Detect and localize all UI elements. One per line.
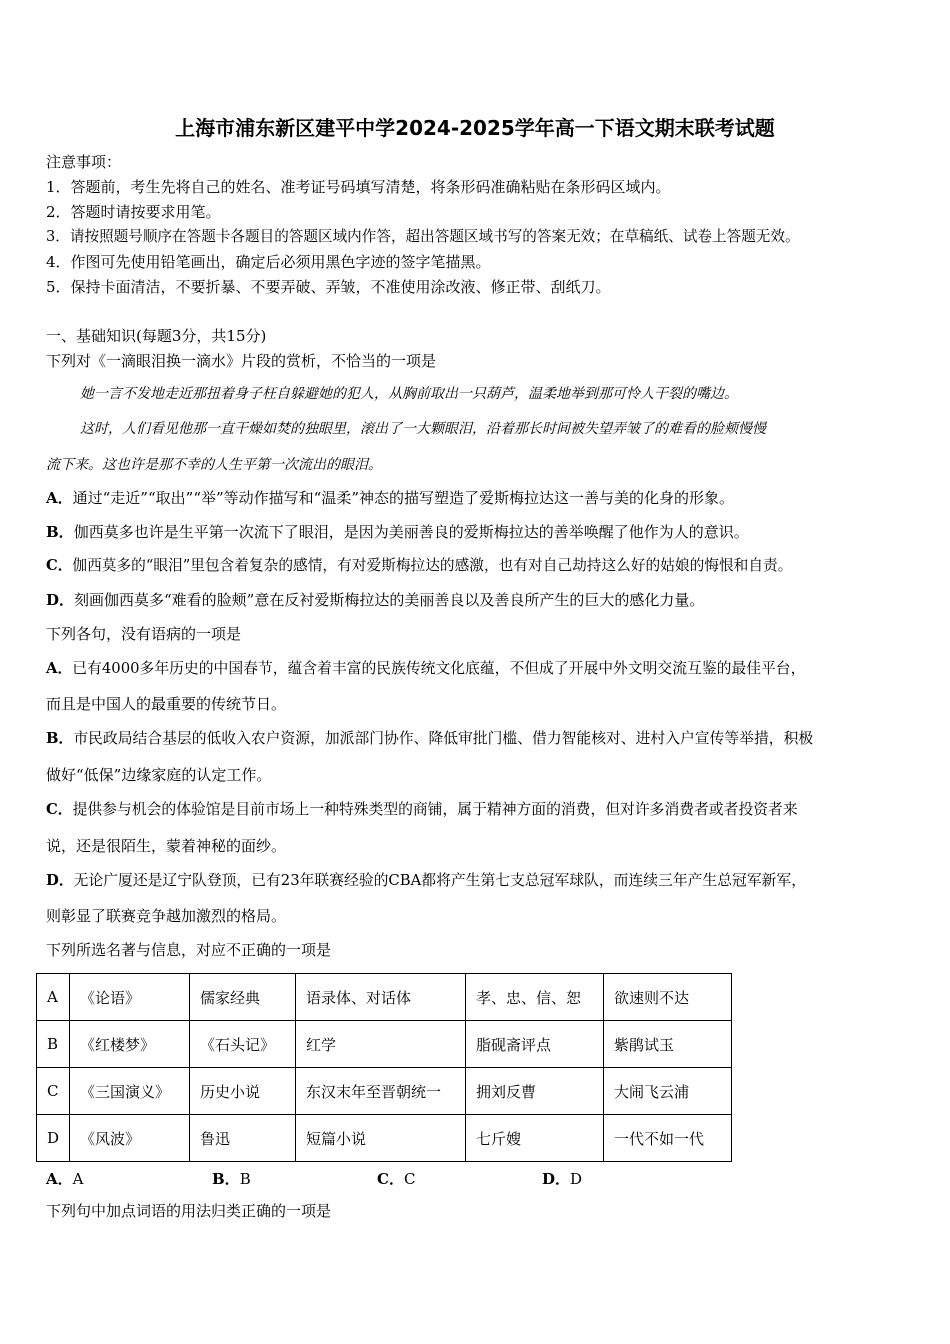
notice-item-1: 1．答题前，考生先将自己的姓名、准考证号码填写清楚，将条形码准确粘贴在条形码区域内。 [46,178,671,196]
table-cell: 一代不如一代 [604,1115,732,1162]
option-text: D [570,1170,583,1188]
passage-line-2: 这时，人们看见他那一直干燥如焚的独眼里，滚出了一大颗眼泪，沿着那长时间被失望弄皱了的难看的脸颊慢慢 [80,421,766,437]
table-cell: 拥刘反曹 [466,1068,604,1115]
table-cell: 历史小说 [190,1068,296,1115]
q2-option-d-cont: 则彰显了联赛竞争越加激烈的格局。 [46,907,287,925]
table-cell: 东汉末年至晋朝统一 [296,1068,466,1115]
q2-option-d [46,871,806,891]
table-row [37,1068,732,1115]
works-table [36,973,732,1162]
q3-answer-b [212,1168,251,1189]
option-key: A． [46,1170,73,1188]
q2-option-a-cont: 而且是中国人的最重要的传统节日。 [46,695,287,713]
option-text: 市民政局结合基层的低收入农户资源，加派部门协作、降低审批门槛、借力智能核对、进村入户宣传等举措，积极 [73,730,814,747]
q3-answer-c [377,1168,415,1189]
table-cell: 《三国演义》 [70,1068,190,1115]
notice-item-2: 2．答题时请按要求用笔。 [46,203,221,221]
table-cell: 《石头记》 [190,1021,296,1068]
option-key: A． [46,660,73,677]
table-cell: B [37,1021,70,1068]
table-cell: 儒家经典 [190,974,296,1021]
notice-item-4: 4．作图可先使用铅笔画出，确定后必须用黑色字迹的签字笔描黑。 [46,253,491,271]
table-cell: C [37,1068,70,1115]
option-key: B． [46,730,74,747]
notice-heading: 注意事项： [46,153,122,171]
option-text: 刻画伽西莫多“难看的脸颊”意在反衬爱斯梅拉达的美丽善良以及善良所产生的巨大的感化力量。 [74,591,705,609]
option-text: C [403,1170,416,1188]
question-3-stem: 下列所选名著与信息，对应不正确的一项是 [46,941,332,959]
q2-option-b [46,729,813,749]
option-key: C． [46,801,73,818]
option-key: C． [46,557,73,574]
q3-answer-a [46,1168,83,1189]
table-cell: 七斤嫂 [466,1115,604,1162]
q2-option-b-cont: 做好“低保”边缘家庭的认定工作。 [46,766,272,784]
passage-line-1: 她一言不发地走近那扭着身子枉自躲避她的犯人，从胸前取出一只葫芦，温柔地举到那可怜人干裂的嘴边。 [80,386,738,402]
option-text: 无论广厦还是辽宁队登顶，已有23年联赛经验的CBA都将产生第七支总冠军球队，而连续三年产生总冠军新军， [73,872,807,889]
q1-option-d [46,590,704,610]
table-cell: 大闹飞云浦 [604,1068,732,1115]
option-key: C． [377,1170,404,1188]
table-row [37,1021,732,1068]
question-2-stem: 下列各句，没有语病的一项是 [46,625,242,643]
q2-option-a [46,659,805,679]
option-key: B． [212,1170,240,1188]
q2-option-c [46,800,798,820]
option-key: D． [542,1170,571,1188]
question-4-stem: 下列句中加点词语的用法归类正确的一项是 [46,1202,332,1220]
question-1-stem: 下列对《一滴眼泪换一滴水》片段的赏析，不恰当的一项是 [46,352,437,370]
table-cell: A [37,974,70,1021]
table-cell: D [37,1115,70,1162]
passage-line-3: 流下来。这也许是那不幸的人生平第一次流出的眼泪。 [46,457,382,473]
q2-option-c-cont: 说，还是很陌生，蒙着神秘的面纱。 [46,837,287,855]
option-text: 提供参与机会的体验馆是目前市场上一种特殊类型的商铺，属于精神方面的消费，但对许多消费者或者投资者来 [72,801,798,818]
section-heading: 一、基础知识(每题3分，共15分) [46,327,267,345]
option-key: B． [46,523,74,541]
option-text: 已有4000多年历史的中国春节，蕴含着丰富的民族传统文化底蕴，不但成了开展中外文明交流互鉴的最佳平台， [72,660,806,677]
table-cell: 语录体、对话体 [296,974,466,1021]
option-text: 伽西莫多的“眼泪”里包含着复杂的感情，有对爱斯梅拉达的感激，也有对自己劫持这么好的姑娘的悔恨和自责。 [72,557,793,574]
notice-item-5: 5．保持卡面清洁，不要折暴、不要弄破、弄皱，不准使用涂改液、修正带、刮纸刀。 [46,278,611,296]
table-cell: 短篇小说 [296,1115,466,1162]
q1-option-b [46,522,749,542]
table-cell: 鲁迅 [190,1115,296,1162]
table-row [37,974,732,1021]
page-title: 上海市浦东新区建平中学2024-2025学年高一下语文期末联考试题 [175,116,775,140]
q1-option-a [46,488,734,508]
option-key: A． [46,489,73,507]
table-row [37,1115,732,1162]
option-text: 伽西莫多也许是生平第一次流下了眼泪，是因为美丽善良的爱斯梅拉达的善举唤醒了他作为人的意识。 [73,523,749,541]
table-cell: 紫鹃试玉 [604,1021,732,1068]
table-cell: 欲速则不达 [604,974,732,1021]
table-cell: 《论语》 [70,974,190,1021]
table-cell: 《风波》 [70,1115,190,1162]
q3-answer-d [542,1168,582,1189]
option-key: D． [46,872,74,889]
table-cell: 脂砚斋评点 [466,1021,604,1068]
option-text: A [72,1170,84,1188]
option-text: 通过“走近”“取出”“举”等动作描写和“温柔”神态的描写塑造了爱斯梅拉达这一善与美的化身的形象。 [72,489,734,507]
option-key: D． [46,591,75,609]
table-cell: 红学 [296,1021,466,1068]
q1-option-c [46,556,792,576]
notice-item-3: 3．请按照题号顺序在答题卡各题目的答题区域内作答，超出答题区域书写的答案无效；在草稿纸、试卷上答题无效。 [46,228,800,245]
table-cell: 孝、忠、信、恕 [466,974,604,1021]
table-cell: 《红楼梦》 [70,1021,190,1068]
option-text: B [239,1170,251,1188]
